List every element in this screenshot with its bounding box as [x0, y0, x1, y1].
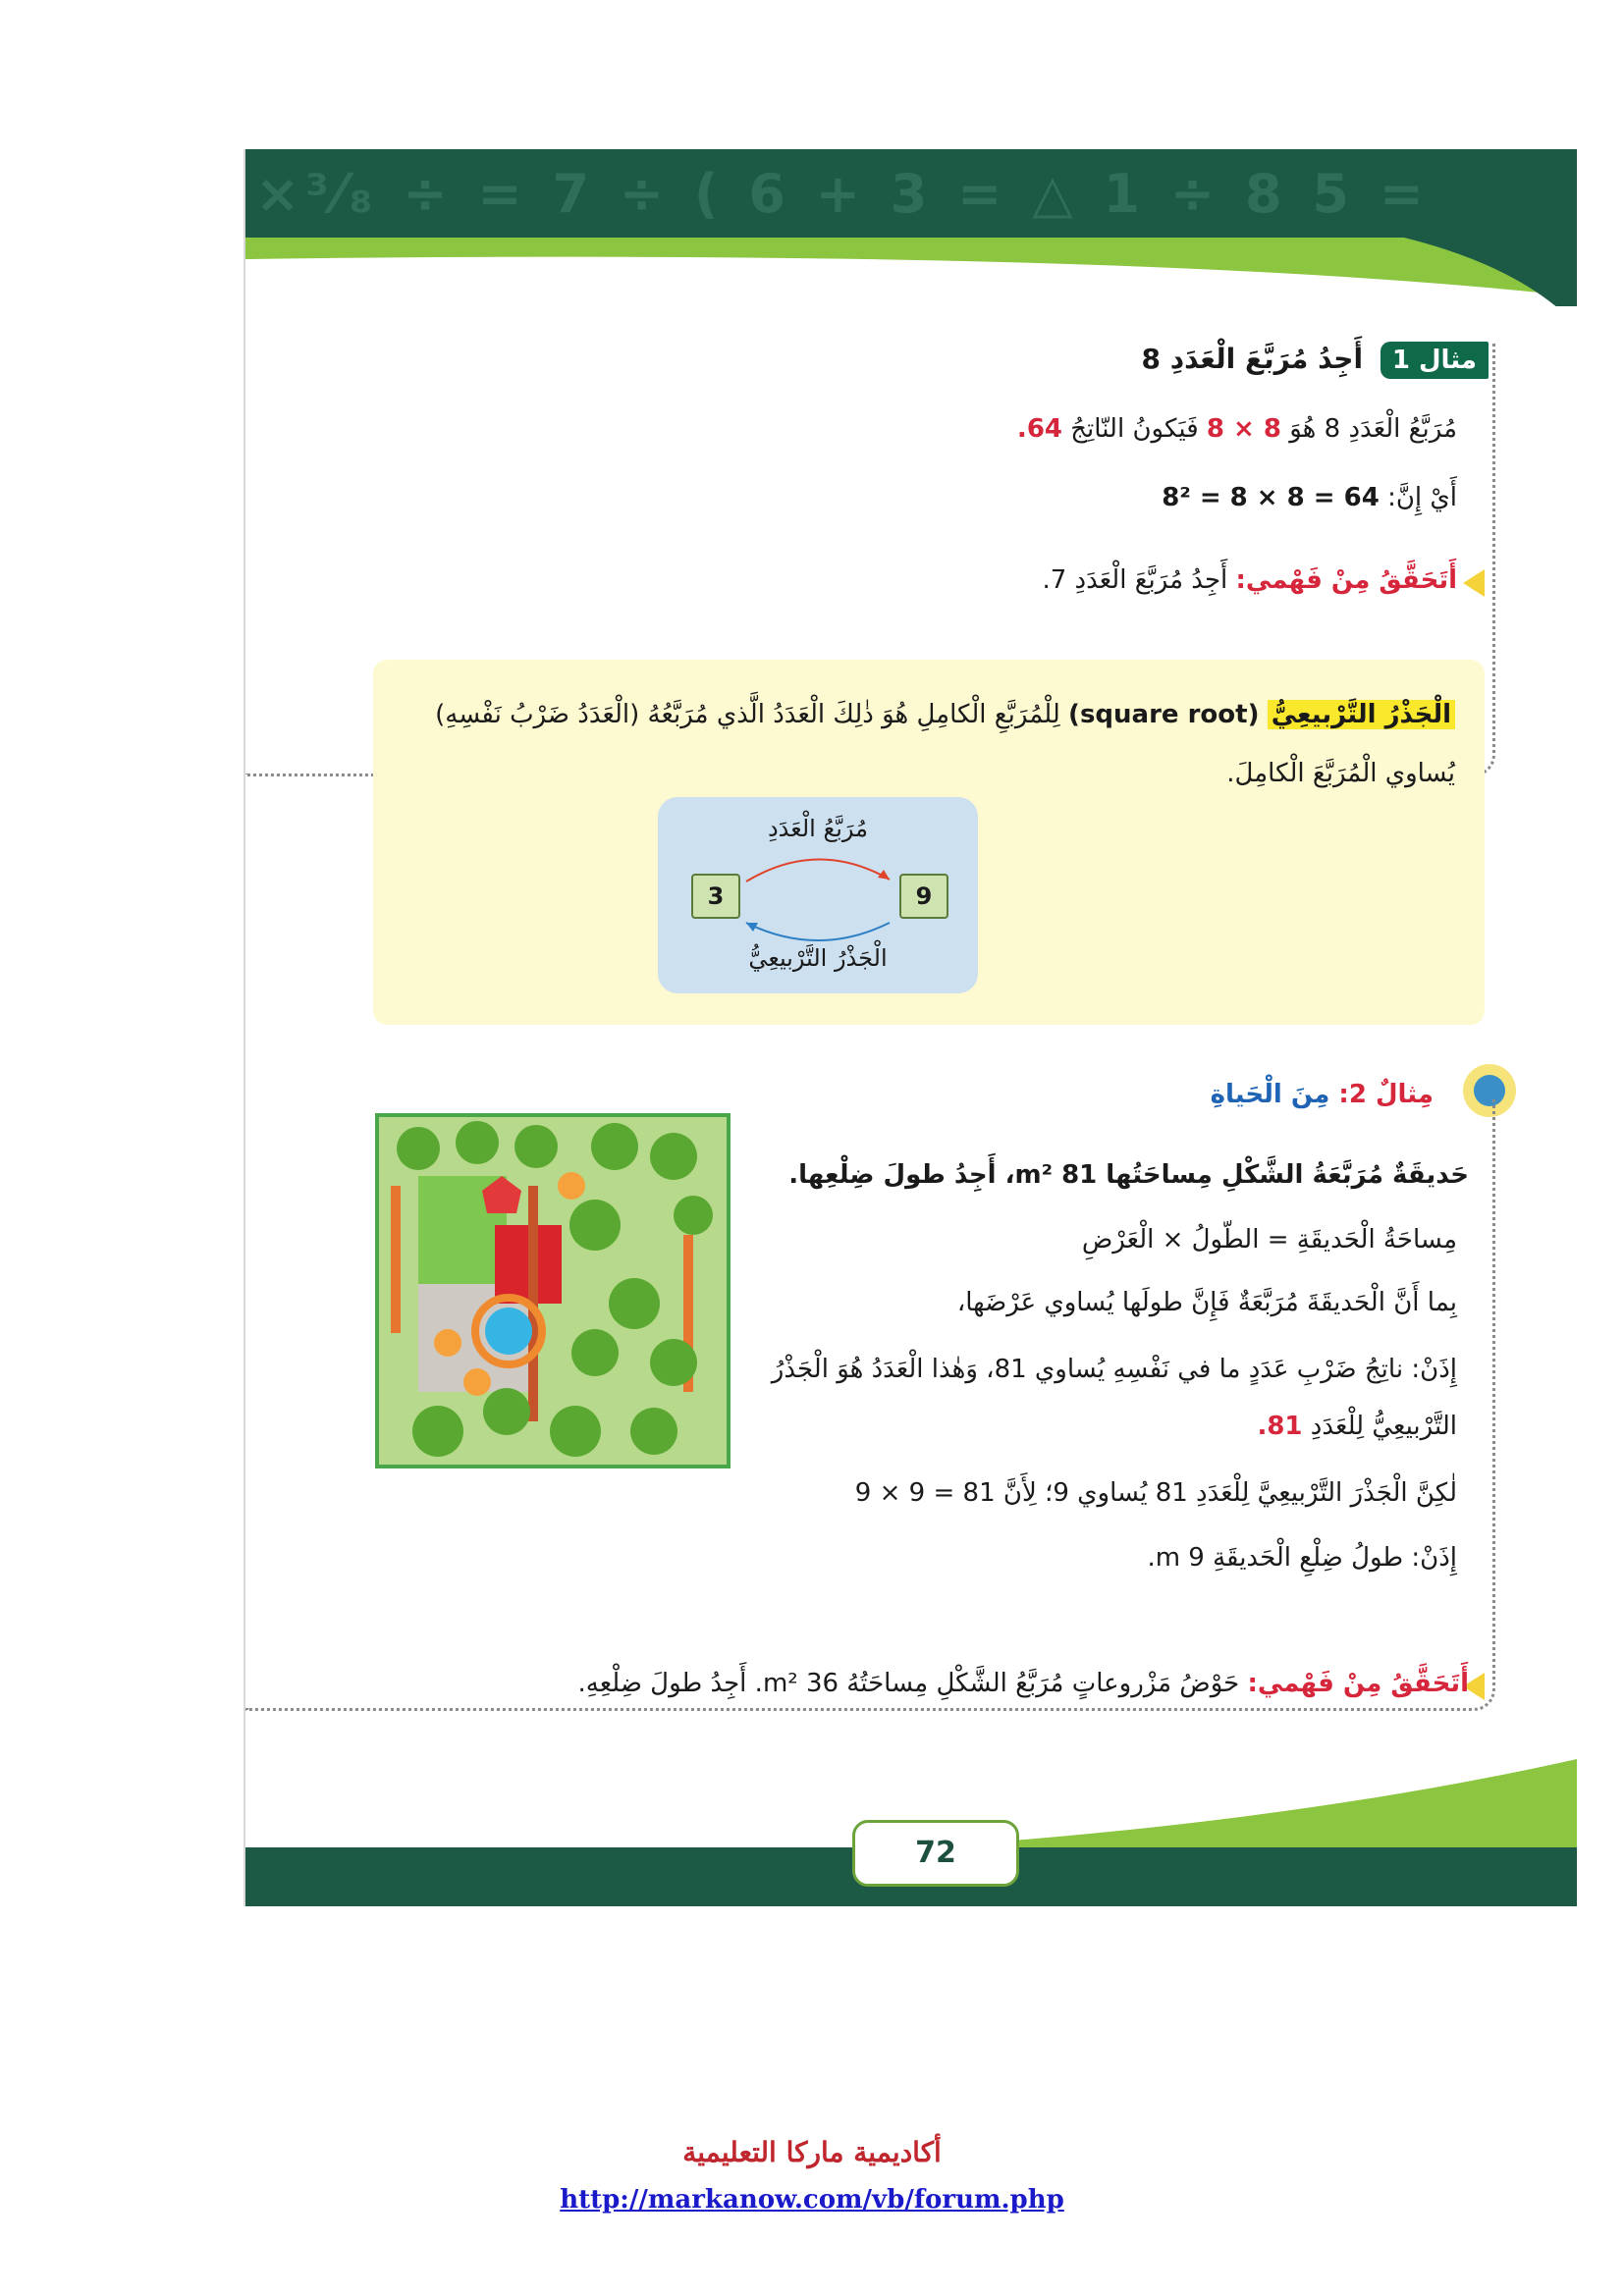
green-swoosh — [245, 238, 1577, 306]
example1-explanation: مُرَبَّعُ الْعَدَدِ 8 هُوَ 8 × 8 فَيَكونُ النّاتِجُ 64. — [1016, 414, 1457, 444]
example2-problem: حَديقَةٌ مُرَبَّعَةُ الشَّكْلِ مِساحَتُها 81 m²، أَجِدُ طولَ ضِلْعِها. — [788, 1160, 1469, 1190]
example2-value-81: 81. — [1257, 1412, 1303, 1441]
example1-formula: 8² = 8 × 8 = 64 — [1162, 483, 1380, 512]
example1-tag: مثال 1 — [1380, 342, 1489, 379]
example2-line6: إِذَنْ: طولُ ضِلْعِ الْحَديقَةِ 9 m. — [1147, 1543, 1457, 1573]
diagram-bottom-label: الْجَذْرُ التَّرْبيعِيُّ — [748, 944, 888, 972]
diagram-right-value: 9 — [899, 874, 948, 919]
textbook-page — [244, 149, 1577, 1906]
definition-box — [373, 660, 1485, 1025]
example2-tag-life: مِنَ الْحَياةِ — [1210, 1080, 1330, 1109]
garden-drawing — [379, 1117, 727, 1465]
banner-decoration: ×³⁄₈ ÷ = 7 ÷ ( 6 + 3 = △ 1 ÷ 8 5 = — [255, 163, 1430, 225]
definition-body: لِلْمُرَبَّعِ الْكامِلِ هُوَ ذٰلِكَ الْعَدَدُ الَّذي مُرَبَّعُهُ (الْعَدَدُ ضَرْبُ نَفْسِهِ) يُساوي الْمُرَبَّعَ الْكامِلَ. — [435, 700, 1455, 788]
check-label-2: أَتَحَقَّقُ مِنْ فَهْمي: — [1247, 1669, 1469, 1698]
check-text: أَجِدُ مُرَبَّعَ الْعَدَدِ 7. — [1042, 565, 1228, 595]
example1-result: 64. — [1016, 414, 1062, 444]
example2-line3: إِذَنْ: ناتِجُ ضَرْبِ عَدَدٍ ما في نَفْسِهِ يُساوي 81، وَهٰذا الْعَدَدُ هُوَ الْجَذْرُ — [771, 1355, 1457, 1384]
example1-check — [1042, 565, 1457, 595]
example1-question: أَجِدُ مُرَبَّعَ الْعَدَدِ 8 — [1141, 343, 1364, 375]
example2-check — [577, 1669, 1469, 1698]
example2-line4: التَّرْبيعِيُّ لِلْعَدَدِ 81. — [1257, 1412, 1457, 1441]
example1-expression: 8 × 8 — [1206, 414, 1281, 444]
definition-text — [403, 685, 1455, 803]
page-number: 72 — [852, 1820, 1019, 1887]
square-root-diagram — [658, 797, 978, 993]
example1-header — [1142, 342, 1489, 379]
footer-link[interactable]: http://markanow.com/vb/forum.php — [560, 2185, 1064, 2215]
check-text-2: حَوْضُ مَزْروعاتٍ مُرَبَّعُ الشَّكْلِ مِساحَتُهُ 36 m². أَجِدُ طولَ ضِلْعِهِ. — [577, 1669, 1240, 1698]
check-arrow-icon — [1463, 569, 1485, 597]
footer-org: أكاديمية ماركا التعليمية — [682, 2136, 942, 2168]
garden-illustration — [375, 1113, 731, 1468]
example2-tag: مِثالٌ 2: — [1338, 1080, 1434, 1109]
diagram-top-label: مُرَبَّعُ الْعَدَدِ — [767, 815, 869, 842]
example2-line5: لٰكِنَّ الْجَذْرَ التَّرْبيعِيَّ لِلْعَدَدِ 81 يُساوي 9؛ لِأَنَّ 81 = 9 × 9 — [854, 1478, 1457, 1508]
diagram-left-value: 3 — [691, 874, 740, 919]
example2-line2: بِما أَنَّ الْحَديقَةَ مُرَبَّعَةٌ فَإِنَّ طولَها يُساوي عَرْضَها، — [956, 1288, 1457, 1317]
definition-term: الْجَذْرُ التَّرْبيعِيُّ — [1268, 700, 1455, 729]
example1-formula-line: أَيْ إِنَّ: 8² = 8 × 8 = 64 — [1162, 483, 1457, 512]
definition-term-en: (square root) — [1068, 700, 1260, 729]
check-label: أَتَحَقَّقُ مِنْ فَهْمي: — [1235, 565, 1457, 595]
example2-line1: مِساحَةُ الْحَديقَةِ = الطّولُ × الْعَرْضِ — [1081, 1225, 1457, 1255]
